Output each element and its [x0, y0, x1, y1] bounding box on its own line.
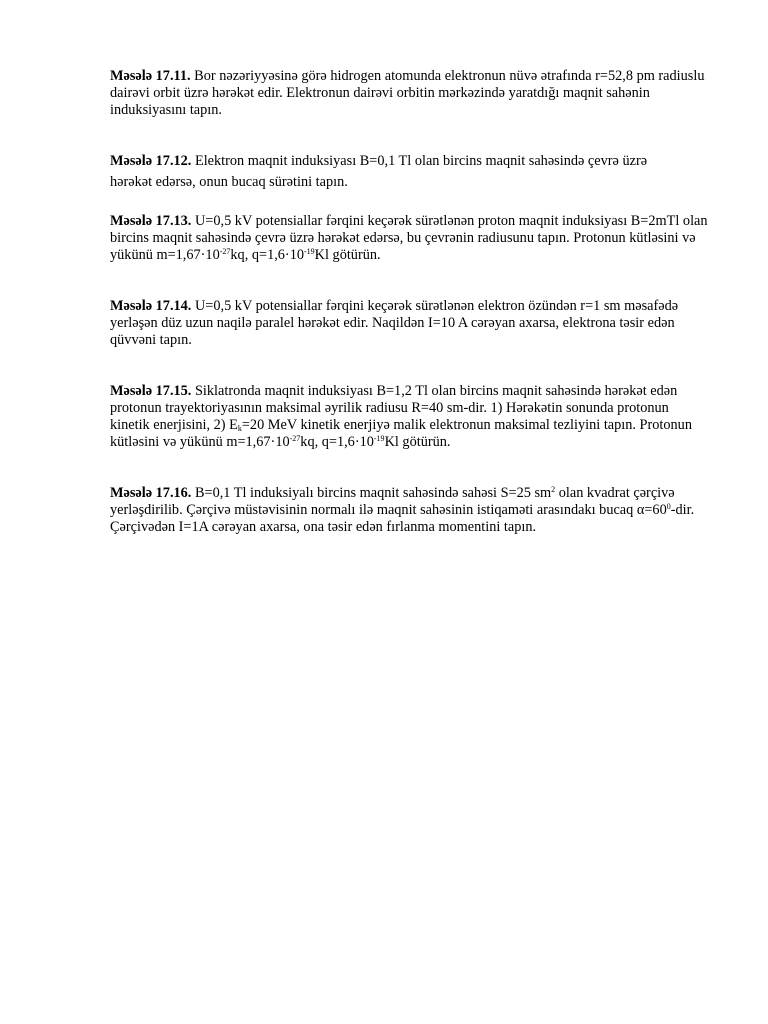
problem-text: Bor nəzəriyyəsinə görə hidrogen atomunda elektronun nüvə ətrafında r=52,8 pm radiuslu dairəvi orbit üzrə hərəkət edir. Elektronun dairəvi orbitin mərkəzində yaratdığı maqnit sahənin induksiyasını tapın.: [110, 68, 705, 118]
problem-text: kq, q=1,6·10: [300, 434, 374, 450]
exponent: -27: [289, 434, 301, 443]
problem-text: kq, q=1,6·10: [230, 247, 304, 263]
exponent: -27: [219, 247, 231, 256]
exponent: 2: [551, 485, 556, 494]
exponent: -19: [373, 434, 385, 443]
problem-text: U=0,5 kV potensiallar fərqini keçərək sürətlənən proton maqnit induksiyası B=2mTl olan bircins maqnit sahəsində çevrə üzrə hərəkət edərsə, bu çevrənin radiusunu tapın. Protonun kütləsini və yükünü m=1,67·10: [110, 213, 708, 263]
problem-text: Kl götürün.: [314, 247, 381, 263]
problem-17-12: [110, 153, 710, 191]
problem-label: Məsələ 17.15.: [110, 383, 192, 399]
problem-text: olan kvadrat çərçivə yerləşdirilib. Çərçivə müstəvisinin normalı ilə maqnit sahəsinin istiqaməti arasındakı bucaq α=60: [110, 485, 675, 518]
document-page: [110, 68, 710, 536]
problem-text-line2: hərəkət edərsə, onun bucaq sürətini tapın.: [110, 174, 348, 190]
exponent: -19: [304, 247, 315, 256]
problem-17-11: [110, 68, 710, 119]
problem-label: Məsələ 17.12.: [110, 153, 192, 169]
problem-text: U=0,5 kV potensiallar fərqini keçərək sürətlənən elektron özündən r=1 sm məsafədə yerləşən düz uzun naqilə paralel hərəkət edir. Naqildən I=10 A cərəyan axarsa, elektrona təsir edən qüvvəni tapın.: [110, 298, 679, 348]
problem-text: B=0,1 Tl induksiyalı bircins maqnit sahəsində sahəsi S=25 sm: [191, 485, 552, 501]
problem-text: Kl götürün.: [384, 434, 451, 450]
subscript: k: [237, 424, 242, 433]
problem-label: Məsələ 17.16.: [110, 485, 192, 501]
problem-text: Siklatronda maqnit induksiyası B=1,2 Tl olan bircins maqnit sahəsində hərəkət edən protonun trayektoriyasının maksimal əyrilik radiusu R=40 sm-dir. 1) Hərəkətin sonunda protonun kinetik enerjisini, 2) E: [110, 383, 678, 433]
problem-17-15: [110, 383, 710, 451]
problem-label: Məsələ 17.14.: [110, 298, 192, 314]
problem-text: -dir. Çərçivədən I=1A cərəyan axarsa, ona təsir edən fırlanma momentini tapın.: [110, 502, 695, 535]
problem-label: Məsələ 17.13.: [110, 213, 192, 229]
problem-17-14: [110, 298, 710, 349]
problem-17-13: [110, 213, 710, 264]
problem-17-16: [110, 485, 710, 536]
exponent: 0: [666, 502, 671, 511]
problem-text: Elektron maqnit induksiyası B=0,1 Tl olan bircins maqnit sahəsində çevrə üzrə: [191, 153, 648, 169]
problem-text: =20 MeV kinetik enerjiyə malik elektronun maksimal tezliyini tapın. Protonun kütləsini və yükünü m=1,67·10: [110, 417, 692, 450]
problem-label: Məsələ 17.11.: [110, 68, 191, 84]
